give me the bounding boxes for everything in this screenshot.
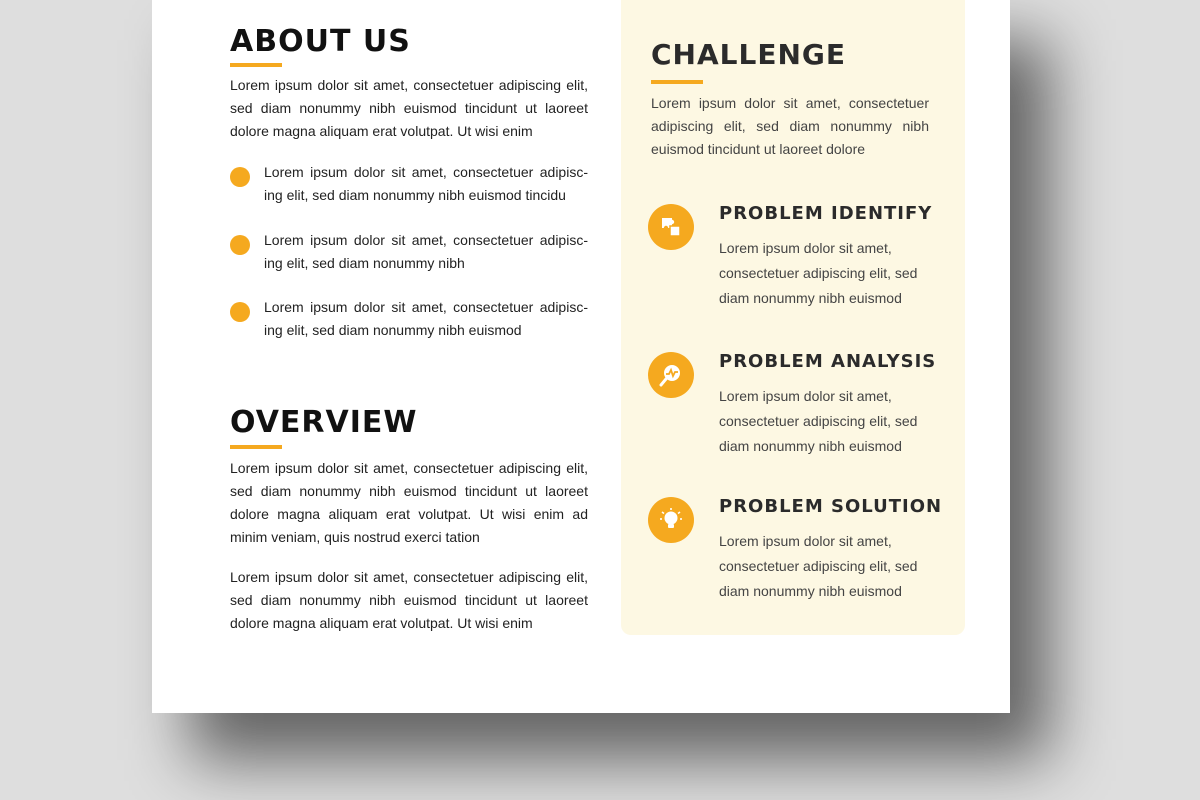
- problem-title: PROBLEM ANALYSIS: [719, 351, 937, 372]
- bullet-dot-icon: [230, 167, 250, 187]
- problem-text: Lorem ipsum dolor sit amet, consectetuer adipiscing elit, sed diam nonummy nibh euismod: [719, 533, 918, 599]
- challenge-heading: CHALLENGE: [651, 38, 847, 71]
- problem-text: Lorem ipsum dolor sit amet, consectetuer adipiscing elit, sed diam nonummy nibh euismod: [719, 240, 918, 306]
- problem-text: Lorem ipsum dolor sit amet, consectetuer adipiscing elit, sed diam nonummy nibh euismod: [719, 388, 918, 454]
- bullet-text: Lorem ipsum dolor sit amet, consectetuer adipisc-ing elit, sed diam nonummy nibh euismod tincidu: [264, 164, 588, 203]
- problem-title: PROBLEM SOLUTION: [719, 496, 943, 517]
- challenge-underline: [651, 80, 703, 84]
- lightbulb-icon: [648, 497, 694, 543]
- bullet-text: Lorem ipsum dolor sit amet, consectetuer adipisc-ing elit, sed diam nonummy nibh euismod: [264, 299, 588, 338]
- bullet-dot-icon: [230, 235, 250, 255]
- challenge-paragraph: Lorem ipsum dolor sit amet, consectetuer adipiscing elit, sed diam nonummy nibh euismod tincidunt ut laoreet dolore: [651, 95, 929, 157]
- about-us-heading: ABOUT US: [230, 24, 411, 59]
- overview-paragraph: Lorem ipsum dolor sit amet, consectetuer adipiscing elit, sed diam nonummy nibh euismod tincidunt ut laoreet dolore magna aliquam erat volutpat. Ut wisi enim ad minim veniam, quis nostrud exerci tation: [230, 460, 588, 545]
- problem-item: [648, 496, 943, 607]
- bullet-dot-icon: [230, 302, 250, 322]
- document-page: [152, 0, 1010, 713]
- problem-title: PROBLEM IDENTIFY: [719, 203, 933, 224]
- about-us-underline: [230, 63, 282, 67]
- overview-paragraph: Lorem ipsum dolor sit amet, consectetuer adipiscing elit, sed diam nonummy nibh euismod tincidunt ut laoreet dolore magna aliquam erat volutpat. Ut wisi enim: [230, 569, 588, 631]
- overview-heading: OVERVIEW: [230, 405, 418, 440]
- puzzle-icon: [648, 204, 694, 250]
- overview-underline: [230, 445, 282, 449]
- problem-item: [648, 204, 938, 314]
- challenge-panel: [621, 0, 965, 635]
- bullet-text: Lorem ipsum dolor sit amet, consectetuer adipisc-ing elit, sed diam nonummy nibh: [264, 232, 588, 271]
- problem-item: [648, 352, 938, 462]
- magnifier-chart-icon: [648, 352, 694, 398]
- about-us-paragraph: Lorem ipsum dolor sit amet, consectetuer adipiscing elit, sed diam nonummy nibh euismod tincidunt ut laoreet dolore magna aliquam erat volutpat. Ut wisi enim: [230, 77, 588, 139]
